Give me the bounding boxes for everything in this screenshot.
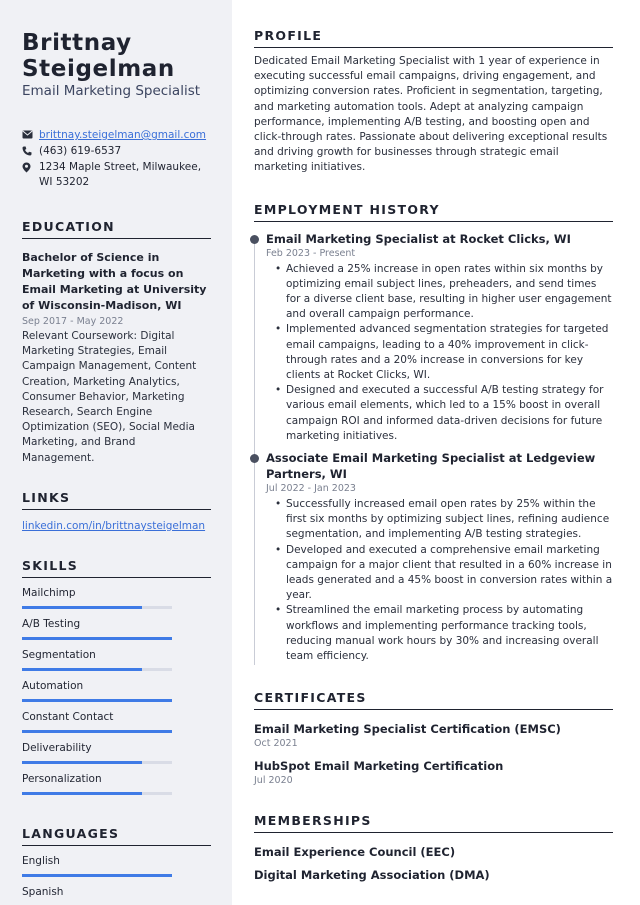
- last-name: Steigelman: [22, 56, 175, 82]
- skill-name: A/B Testing: [22, 617, 81, 630]
- timeline-dot: [250, 454, 259, 463]
- level-fill: [22, 730, 172, 733]
- sidebar: [0, 0, 232, 905]
- skill-item: [22, 680, 211, 702]
- certificate-date: Jul 2020: [254, 775, 293, 787]
- certificates-heading: CERTIFICATES: [254, 690, 613, 710]
- level-fill: [22, 637, 172, 640]
- phone-number: (463) 619-6537: [39, 145, 122, 157]
- skill-item: [22, 711, 211, 733]
- skills-section: [22, 558, 211, 795]
- level-fill: [22, 606, 142, 609]
- skills-list: [22, 587, 211, 795]
- job-title: Email Marketing Specialist at Rocket Clicks, WI: [266, 231, 571, 246]
- job-title: Associate Email Marketing Specialist at Ledgeview Partners, WI: [266, 451, 596, 482]
- education-coursework: Relevant Coursework: Digital Marketing Strategies, Email Campaign Management, Content Creation, Marketing Analytics, Consumer Behavior, Marketing Research, Search Engine Optimization (SEO), Social Media Marketing, and Brand Management.: [22, 330, 197, 464]
- timeline-dot: [250, 235, 259, 244]
- certificates-section: [254, 690, 613, 786]
- job-dates: Feb 2023 - Present: [266, 247, 356, 259]
- envelope-icon: [22, 128, 39, 139]
- level-fill: [22, 668, 142, 671]
- certificate-name: HubSpot Email Marketing Certification: [254, 759, 504, 774]
- job-bullets: [266, 497, 613, 664]
- skill-level-bar: [22, 699, 172, 702]
- job-bullet: • Designed and executed a successful A/B testing strategy for various email elements, which led to a 15% boost in overall campaign ROI and informed data-driven decisions for future marketing initiatives.: [266, 383, 613, 444]
- skill-level-bar: [22, 606, 172, 609]
- map-pin-icon: [22, 160, 39, 173]
- skill-item: [22, 618, 211, 640]
- language-name: Spanish: [22, 885, 64, 898]
- contact-email-row: [22, 128, 211, 143]
- employment-section: [254, 202, 613, 665]
- language-level-bar: [22, 874, 172, 877]
- first-name: Brittnay: [22, 30, 132, 56]
- profile-text: Dedicated Email Marketing Specialist with 1 year of experience in executing successful email campaigns, driving engagement, and optimizing conversion rates. Proficient in segmentation, targeting, and marketing automation tools. Adept at analyzing campaign performance, implementing A/B testing, and boosting open and click-through rates. Passionate about delivering exceptional results and driving growth for businesses through strategic email marketing initiatives.: [254, 55, 608, 174]
- membership-item: Digital Marketing Association (DMA): [254, 868, 490, 883]
- skill-name: Automation: [22, 679, 84, 692]
- memberships-list: [254, 844, 613, 883]
- main-content: [254, 28, 613, 883]
- email-link[interactable]: brittnay.steigelman@gmail.com: [39, 129, 207, 141]
- skill-level-bar: [22, 730, 172, 733]
- languages-list: [22, 855, 211, 905]
- contact-phone-row: [22, 144, 211, 159]
- jobs-list: [254, 231, 613, 665]
- skill-name: Segmentation: [22, 648, 96, 661]
- skill-name: Deliverability: [22, 741, 92, 754]
- certificate-name: Email Marketing Specialist Certification (EMSC): [254, 722, 561, 737]
- job-bullets: [266, 262, 613, 444]
- certificate-item: [254, 758, 613, 786]
- skills-heading: SKILLS: [22, 558, 211, 578]
- languages-heading: LANGUAGES: [22, 826, 211, 846]
- job-bullet: • Implemented advanced segmentation strategies for targeted email campaigns, leading to a 40% improvement in click-through rates and a 20% increase in conversions for key clients at Rocket Clicks, WI.: [266, 322, 613, 383]
- linkedin-link[interactable]: linkedin.com/in/brittnaysteigelman: [22, 519, 206, 532]
- links-heading: LINKS: [22, 490, 211, 510]
- education-heading: EDUCATION: [22, 219, 211, 239]
- skill-item: [22, 773, 211, 795]
- skill-item: [22, 649, 211, 671]
- skill-level-bar: [22, 668, 172, 671]
- profile-heading: PROFILE: [254, 28, 613, 48]
- skill-name: Mailchimp: [22, 586, 76, 599]
- job-entry: [254, 231, 613, 444]
- language-item: [22, 886, 211, 905]
- education-section: [22, 219, 211, 466]
- certificate-item: [254, 721, 613, 749]
- job-entry: [254, 450, 613, 664]
- employment-heading: EMPLOYMENT HISTORY: [254, 202, 613, 222]
- language-item: [22, 855, 211, 877]
- job-bullet: • Achieved a 25% increase in open rates within six months by optimizing email subject lines, preheaders, and send times for a diverse client base, resulting in higher user engagement and overall campaign performance.: [266, 262, 613, 323]
- person-name: [22, 30, 211, 82]
- skill-name: Personalization: [22, 772, 102, 785]
- skill-level-bar: [22, 792, 172, 795]
- certificate-date: Oct 2021: [254, 738, 298, 750]
- skill-item: [22, 742, 211, 764]
- languages-section: [22, 826, 211, 905]
- job-bullet: • Developed and executed a comprehensive email marketing campaign for a major client that resulted in a 60% increase in leads generated and a 45% boost in conversion rates within a year.: [266, 543, 613, 604]
- contact-block: [22, 128, 211, 190]
- address: 1234 Maple Street, Milwaukee, WI 53202: [39, 161, 202, 188]
- skill-level-bar: [22, 761, 172, 764]
- membership-item: Email Experience Council (EEC): [254, 845, 456, 860]
- skill-level-bar: [22, 637, 172, 640]
- memberships-heading: MEMBERSHIPS: [254, 813, 613, 833]
- job-bullet: • Successfully increased email open rates by 25% within the first six months by optimizing subject lines, refining audience segmentation, and implementing A/B testing strategies.: [266, 497, 613, 543]
- skill-item: [22, 587, 211, 609]
- person-title: Email Marketing Specialist: [22, 83, 201, 99]
- job-dates: Jul 2022 - Jan 2023: [266, 483, 356, 495]
- contact-address-row: [22, 160, 211, 190]
- employment-timeline: [254, 231, 613, 665]
- certificates-list: [254, 721, 613, 786]
- job-bullet: • Streamlined the email marketing process by automating workflows and implementing performance tracking tools, reducing manual work hours by 30% and increasing overall team efficiency.: [266, 603, 613, 664]
- level-fill: [22, 699, 172, 702]
- memberships-section: [254, 813, 613, 883]
- education-degree: Bachelor of Science in Marketing with a focus on Email Marketing at University of Wisconsin-Madison, WI: [22, 251, 207, 312]
- links-section: [22, 490, 211, 532]
- level-fill: [22, 874, 172, 877]
- level-fill: [22, 761, 142, 764]
- level-fill: [22, 792, 142, 795]
- phone-icon: [22, 144, 39, 156]
- education-dates: Sep 2017 - May 2022: [22, 316, 124, 327]
- profile-section: [254, 28, 613, 176]
- language-name: English: [22, 854, 60, 867]
- skill-name: Constant Contact: [22, 710, 114, 723]
